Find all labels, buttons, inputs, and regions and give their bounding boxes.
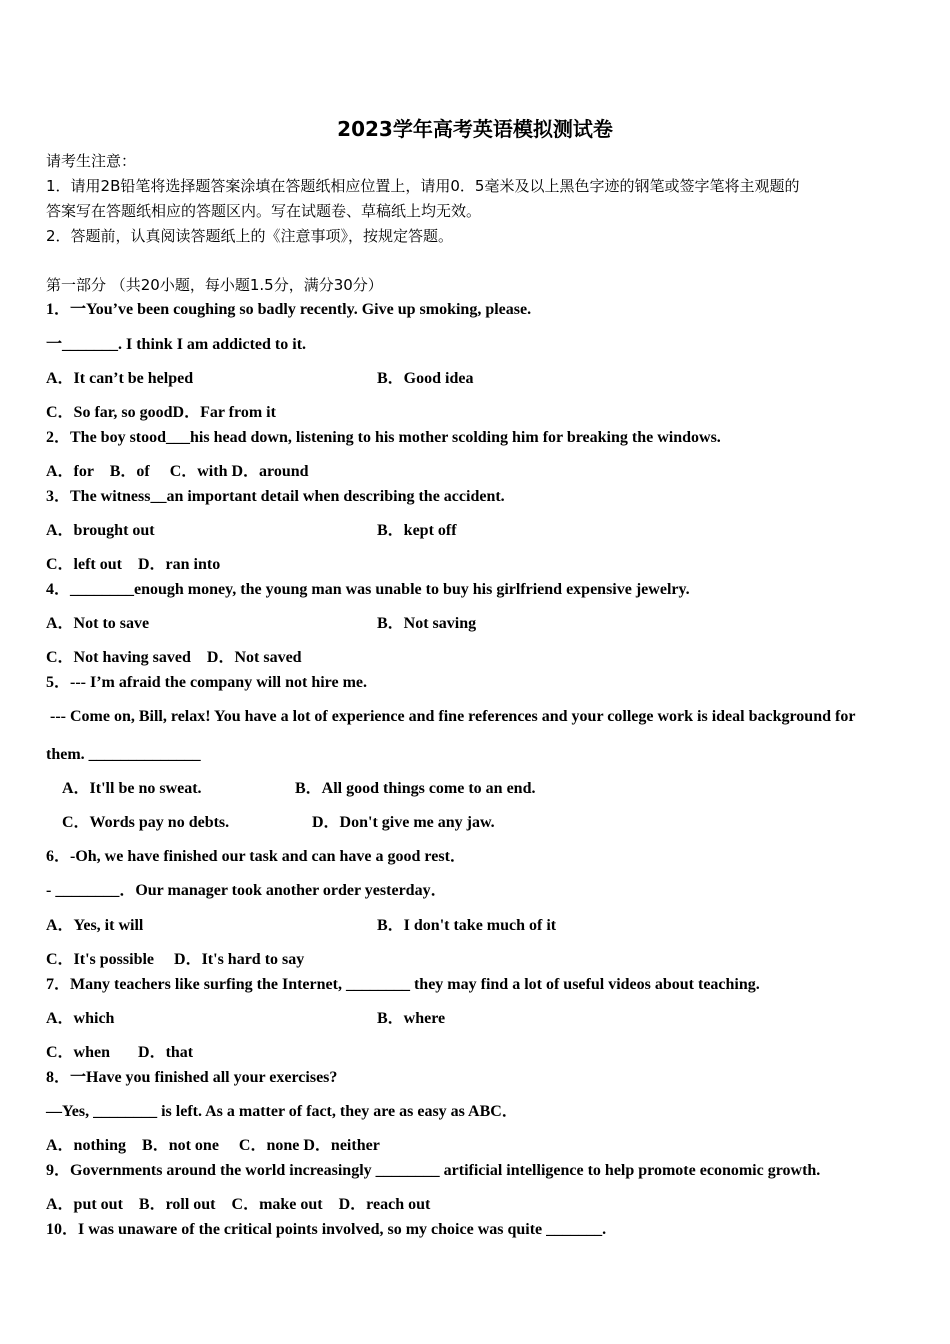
option-a: A．which — [46, 1010, 115, 1027]
options: A．nothing B．not one C．none D．neither — [46, 1137, 380, 1154]
option-cd: C．when D．that — [46, 1044, 194, 1061]
notice-line: 2．答题前，认真阅读答题纸上的《注意事项》，按规定答题。 — [46, 227, 454, 245]
question-stem: --- Come on, Bill, relax! You have a lot of experience and fine references and your college work is ideal background for — [46, 708, 856, 725]
option-cd: C．It's possible D．It's hard to say — [46, 951, 305, 968]
question-stem: 4．________enough money, the young man was unable to buy his girlfriend expensive jewelry. — [46, 581, 690, 598]
question-stem: 一_______. I think I am addicted to it. — [46, 336, 307, 353]
option-cd: C．Not having saved D．Not saved — [46, 649, 302, 666]
question-stem: —Yes, ________ is left. As a matter of fact, they are as easy as ABC． — [46, 1103, 518, 1120]
question-stem: them. ______________ — [46, 746, 201, 763]
option-cd: C．left out D．ran into — [46, 556, 221, 573]
option-b: B．I don't take much of it — [377, 917, 557, 934]
question-stem: 5．--- I’m afraid the company will not hire me. — [46, 674, 368, 691]
option-c: C．Words pay no debts. — [62, 814, 230, 831]
question-stem: 2．The boy stood___his head down, listening to his mother scolding him for breaking the windows. — [46, 429, 721, 446]
option-cd: C．So far, so goodD．Far from it — [46, 404, 276, 421]
option-b: B．All good things come to an end. — [295, 780, 536, 797]
section-heading: 第一部分 （共20小题，每小题1.5分，满分30分） — [46, 276, 383, 294]
option-a: A．It can’t be helped — [46, 370, 194, 387]
notice-heading: 请考生注意： — [46, 152, 137, 170]
option-a: A．It'll be no sweat. — [62, 780, 202, 797]
question-stem: 9．Governments around the world increasingly ________ artificial intelligence to help promote economic growth. — [46, 1162, 821, 1179]
options: A．for B．of C．with D．around — [46, 463, 309, 480]
question-stem: 1．一You’ve been coughing so badly recently. Give up smoking, please. — [46, 301, 532, 318]
question-stem: 7．Many teachers like surfing the Internet, ________ they may find a lot of useful videos about teaching. — [46, 976, 760, 993]
option-a: A．Yes, it will — [46, 917, 144, 934]
option-b: B．Not saving — [377, 615, 477, 632]
page-title: 2023学年高考英语模拟测试卷 — [337, 117, 613, 141]
option-b: B．where — [377, 1010, 446, 1027]
question-stem: 8．一Have you finished all your exercises? — [46, 1069, 338, 1086]
question-stem: 3．The witness__an important detail when describing the accident. — [46, 488, 505, 505]
question-stem: 10．I was unaware of the critical points involved, so my choice was quite _______. — [46, 1221, 607, 1238]
notice-line: 答案写在答题纸相应的答题区内。写在试题卷、草稿纸上均无效。 — [46, 202, 482, 220]
option-b: B．Good idea — [377, 370, 474, 387]
question-stem: - ________．Our manager took another order yesterday． — [46, 882, 447, 899]
notice-line: 1．请用2B铅笔将选择题答案涂填在答题纸相应位置上，请用0．5毫米及以上黑色字迹的钢笔或签字笔将主观题的 — [46, 177, 800, 195]
options: A．put out B．roll out C．make out D．reach out — [46, 1196, 431, 1213]
option-b: B．kept off — [377, 522, 457, 539]
option-a: A．Not to save — [46, 615, 150, 632]
question-stem: 6．-Oh, we have finished our task and can have a good rest． — [46, 848, 466, 865]
option-a: A．brought out — [46, 522, 155, 539]
option-d: D．Don't give me any jaw. — [312, 814, 495, 831]
